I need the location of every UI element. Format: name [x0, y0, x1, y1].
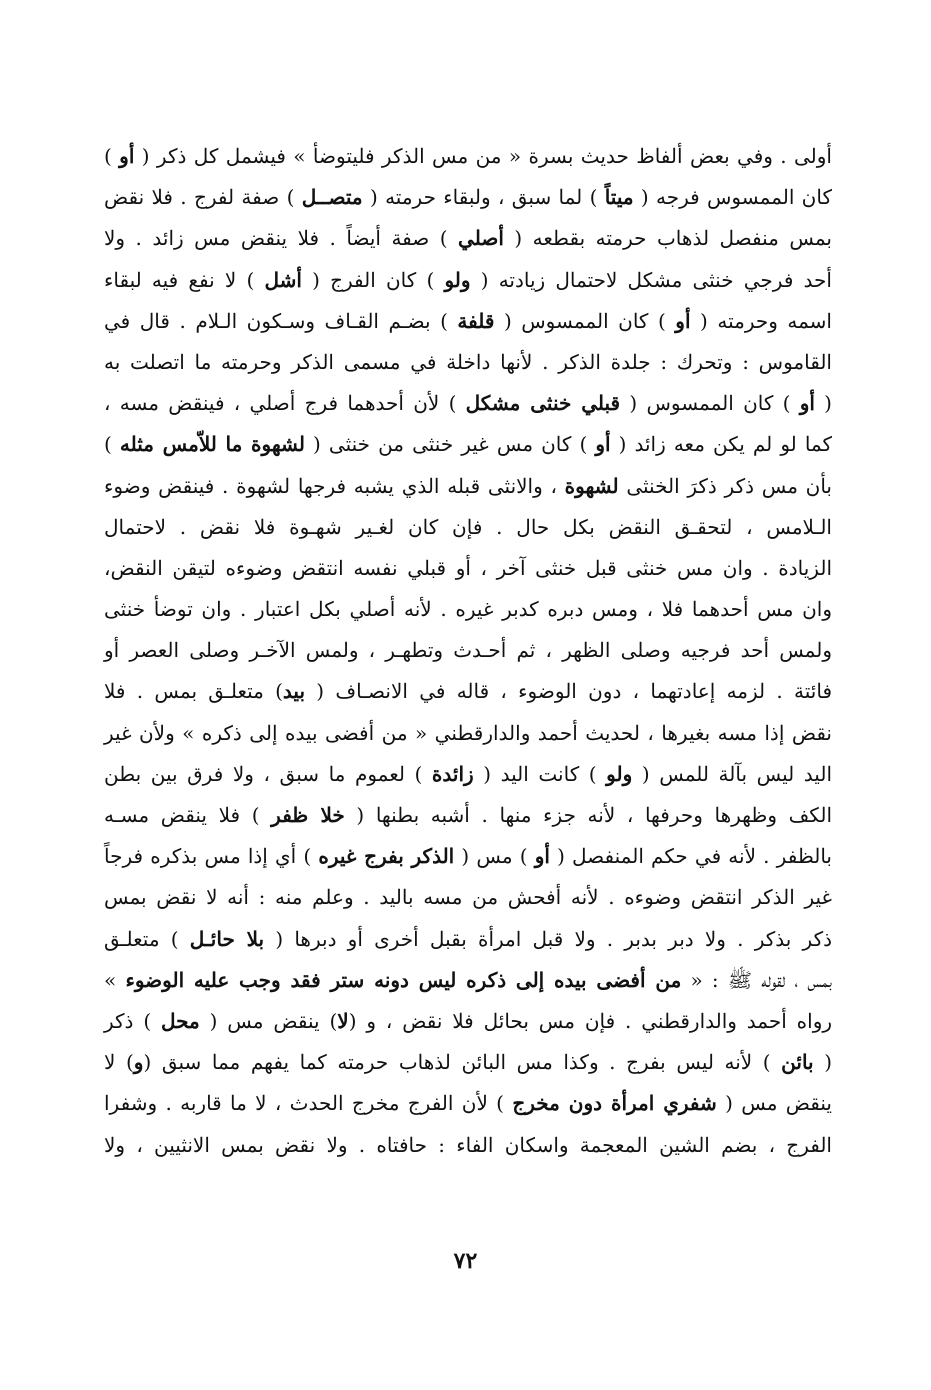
text-segment: ) لأنه ليس بفرج . وكذا مس البائن لذهاب حرمته كما يفهم مما سبق (: [143, 1050, 782, 1075]
text-line: [104, 589, 832, 630]
text-line: [104, 301, 832, 342]
text-line: [104, 795, 832, 836]
bold-matn-segment: ميتاً: [604, 185, 634, 210]
text-line: [104, 260, 832, 301]
text-line: [104, 424, 832, 465]
text-line: [104, 960, 832, 1001]
text-segment: ) لأن الفرج مخرج الحدث ، لا ما قاربه . وشفرا: [104, 1091, 513, 1116]
text-segment: القاموس : وتحرك : جلدة الذكر . لأنها داخلة في مسمى الذكر وحرمته ما اتصلت به: [104, 349, 832, 374]
text-segment: ذكر بذكر . ولا دبر بدبر . ولا قبل امرأة بقبل أخرى أو دبرها (: [264, 926, 833, 951]
text-segment: بالظفر . لأنه في حكم المنفصل (: [549, 844, 832, 869]
text-segment: أولى . وفي بعض ألفاظ حديث بسرة « من مس الذكر فليتوضأ » فيشمل كل ذكر (: [134, 144, 832, 168]
text-segment: الكف وظهرها وحرفها ، لأنه جزء منها . أشبه بطنها (: [344, 803, 832, 827]
text-segment: ) صفة لفرج . فلا نقض: [104, 185, 302, 210]
text-segment: فائتة . لزمه إعادتهما ، دون الوضوء ، قاله في الانصـاف (: [305, 679, 832, 704]
text-segment: ) لا نفع فيه لبقاء: [104, 267, 265, 292]
text-line: [104, 877, 832, 918]
bold-matn-segment: لشهوة ما للاّمس مثله: [119, 432, 305, 457]
text-line: [104, 1042, 832, 1083]
bold-matn-segment: خلا ظفر: [271, 803, 345, 827]
text-line: [104, 713, 832, 754]
bold-matn-segment: قبلي خنثى مشكل: [465, 391, 621, 416]
bold-matn-segment: شفري امرأة دون مخرج: [512, 1091, 717, 1116]
text-line: [104, 548, 832, 589]
text-segment: الفرج ، بضم الشين المعجمة واسكان الفاء : حافتاه . ولا نقض بمس الانثيين ، ولا: [104, 1132, 832, 1157]
text-line: [104, 1001, 832, 1042]
text-segment: غير الذكر انتقض وضوءه . لأنه أفحش من مسه باليد . وعلم منه : أنه لا نقض بمس: [104, 885, 832, 910]
text-line: [104, 1083, 832, 1124]
text-line: [104, 1125, 832, 1166]
bold-matn-segment: بلا حائـل: [189, 926, 265, 951]
text-segment: ) لأن أحدهما فرج أصلي ، فينقض مسه ،: [104, 391, 466, 416]
text-line: [104, 507, 832, 548]
text-segment: ) ينقض مس (: [199, 1008, 338, 1033]
text-segment: رواه أحمد والدارقطني . فإن مس بحائل فلا نقض ، و (: [348, 1008, 833, 1033]
text-line: [104, 630, 832, 671]
text-segment: ) متعلـق بمس . فلا: [104, 679, 283, 704]
bold-matn-segment: زائدة: [431, 761, 474, 786]
text-segment: ) متعلـق: [104, 926, 190, 951]
bold-matn-segment: أو: [675, 308, 691, 333]
text-line: [104, 218, 832, 259]
text-segment: ) لعموم ما سبق ، ولا فرق بين بطن: [104, 761, 432, 786]
text-segment: ) ذكر: [104, 1008, 161, 1033]
bold-matn-segment: و: [133, 1050, 144, 1075]
text-segment: »: [104, 967, 126, 992]
text-segment: ينقض مس (: [716, 1091, 832, 1116]
text-segment: اليد ليس بآلة للمس (: [632, 761, 832, 786]
text-segment: ) صفة أيضاً . فلا ينقض مس زائد . ولا: [104, 226, 459, 251]
text-line: [104, 754, 832, 795]
text-segment: كان الممسوس فرجه (: [633, 185, 832, 210]
page-number: ٧٢: [453, 1248, 478, 1274]
text-segment: أحد فرجي خنثى مشكل لاحتمال زيادته (: [470, 267, 832, 292]
bold-matn-segment: ولو: [606, 761, 633, 786]
text-segment: ) كان الممسوس (: [494, 308, 676, 333]
bold-matn-segment: قلفة: [457, 308, 495, 333]
text-segment: (: [813, 1050, 833, 1075]
text-segment: ) كانت اليد (: [473, 761, 607, 786]
text-segment: نقض إذا مسه بغيرها ، لحديث أحمد والدارقطني « من أفضى بيده إلى ذكره » ولأن غير: [104, 720, 832, 745]
text-segment: ) كان مس غير خنثى من خنثى (: [304, 432, 596, 457]
bold-matn-segment: محل: [161, 1008, 200, 1033]
text-segment: ) فلا ينقض مسـه: [104, 803, 272, 827]
text-segment: الـلامس ، لتحقـق النقض بكل حال . فإن كان لغـير شهـوة فلا نقض . لاحتمال: [104, 514, 832, 539]
text-segment: اسمه وحرمته (: [690, 308, 832, 333]
bold-matn-segment: ولو: [444, 267, 471, 292]
text-segment: ) أي إذا مس بذكره فرجاً: [104, 844, 319, 869]
text-segment: وان مس أحدهما فلا ، ومس دبره كدبر غيره . لأنه أصلي بكل اعتبار . وان توضأ خنثى: [104, 597, 832, 622]
text-line: [104, 177, 832, 218]
bold-matn-segment: الذكر بفرج غيره: [318, 844, 455, 869]
text-segment: ) كان الممسوس (: [620, 391, 800, 416]
text-segment: ) بضـم القـاف وسـكون الـلام . قال في: [104, 308, 458, 333]
text-segment: ) لا: [104, 1050, 134, 1075]
bold-matn-segment: من أفضى بيده إلى ذكره ليس دونه ستر فقد وجب عليه الوضوء: [125, 967, 682, 992]
bold-matn-segment: أو: [534, 844, 550, 869]
bold-matn-segment: بائن: [781, 1050, 814, 1075]
text-segment: ، والانثى قبله الذي يشبه فرجها لشهوة . فينقض وضوء: [104, 473, 565, 498]
bold-matn-segment: أو: [595, 432, 611, 457]
text-line: [104, 836, 832, 877]
bold-matn-segment: أشل: [264, 267, 302, 292]
text-segment: بأن مس ذكر ذكرَ الخنثى: [618, 473, 832, 498]
text-segment: الزيادة . وان مس خنثى قبل خنثى آخر ، أو قبلي نفسه انتقض وضوءه لتيقن النقض،: [104, 555, 832, 580]
bold-matn-segment: أو: [119, 144, 135, 168]
text-segment: كما لو لم يكن معه زائد (: [610, 432, 833, 457]
text-line: [104, 383, 832, 424]
bold-matn-segment: أصلي: [458, 226, 504, 251]
text-segment: ): [104, 432, 120, 457]
page-body-text: [104, 136, 832, 1166]
text-segment: بمس منفصل لذهاب حرمته بقطعه (: [503, 226, 832, 251]
text-line: [104, 919, 832, 960]
text-segment: ) لما سبق ، ولبقاء حرمته (: [362, 185, 605, 210]
text-segment: ) مس (: [454, 844, 535, 869]
bold-matn-segment: لشهوة: [564, 473, 619, 498]
bold-matn-segment: أو: [799, 391, 815, 416]
bold-matn-segment: لا: [337, 1008, 349, 1033]
text-segment: (: [814, 391, 832, 416]
text-line: [104, 136, 832, 177]
text-segment: ولمس أحد فرجيه وصلى الظهر ، ثم أحـدث وتطهـر ، ولمس الآخـر وصلى العصر أو: [104, 638, 833, 663]
text-segment: ) كان الفرج (: [301, 267, 445, 292]
text-segment: بمس ، لقوله ﷺ : «: [681, 967, 833, 992]
text-line: [104, 466, 832, 507]
bold-matn-segment: بيد: [282, 679, 306, 704]
text-line: [104, 671, 832, 712]
bold-matn-segment: متصــل: [301, 185, 363, 210]
text-line: [104, 342, 832, 383]
text-segment: ): [104, 144, 120, 168]
